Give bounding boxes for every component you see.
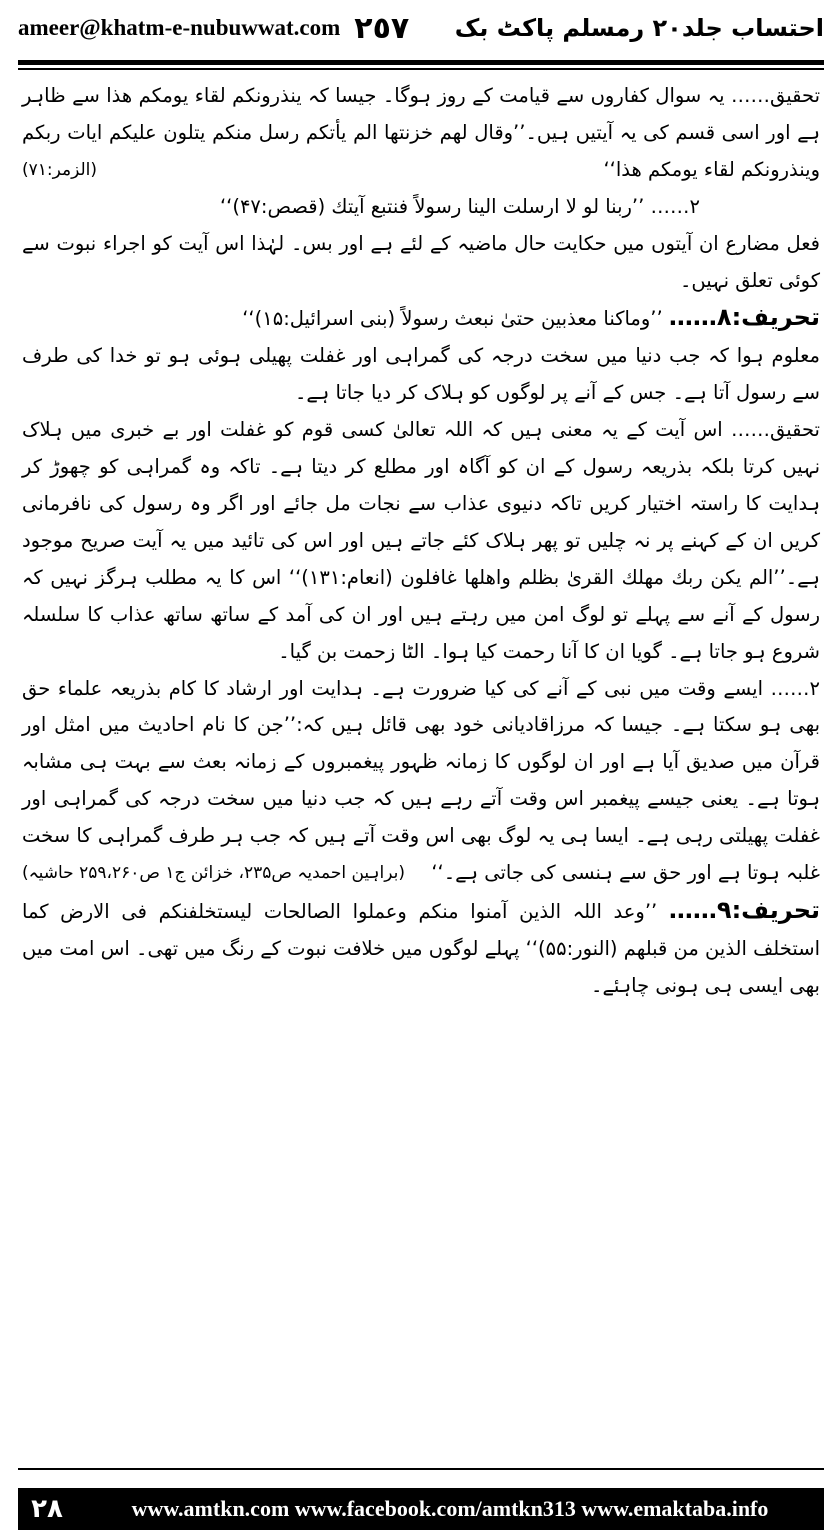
heading-tahreef-9 xyxy=(22,892,820,1005)
header-book-title: احتساب جلد۲۰ رمسلم پاکٹ بک xyxy=(454,14,824,42)
heading-label: تحریف:۸…… xyxy=(668,303,820,332)
paragraph-tahqeeq-2: تحقیق…… اس آیت کے یہ معنی ہیں کہ اللہ تعالیٰ کسی قوم کو غفلت اور بے خبری میں ہلاک نہیں کرتا بلکہ بذریعہ رسول کے ان کو آگاہ اور مطلع کر دیتا ہے۔ تاکہ وہ گمراہی کو چھوڑ کر ہدایت کا راستہ اختیار کریں تاکہ دنیوی عذاب سے نجات مل جائے اور اگر وہ رسول کی نافرمانی کریں ان کے کہنے پر نہ چلیں تو پھر ہلاک کئے جاتے ہیں اور اس کی تائید میں یہ آیت صریح موجود ہے۔’’الم یکن ربك مھلك القریٰ بظلم واھلھا غافلون (انعام:۱۳۱)‘‘ اس کا یہ مطلب ہرگز نہیں کہ رسول کے آنے سے پہلے تو لوگ امن میں رہتے ہیں اور ان کی آمد کے ساتھ ساتھ عذاب کا سلسلہ شروع ہو جاتا ہے۔ گویا ان کا آنا رحمت کیا ہوا۔ الٹا زحمت بن گیا۔ xyxy=(22,418,820,663)
footer-section-number: ۲۸ xyxy=(31,1494,63,1524)
paragraph-text: ۲…… ایسے وقت میں نبی کے آنے کی کیا ضرورت ہے۔ ہدایت اور ارشاد کا کام بذریعہ علماء حق بھی ہو سکتا ہے۔ جیسا کہ مرزاقادیانی خود بھی قائل ہیں کہ:’’جن کا نام احادیث میں امثل اور قرآن میں صدیق آیا ہے اور ان لوگوں کا زمانہ ظہور پیغمبروں کے زمانہ بعث سے بہت ہی مشابہ ہوتا ہے۔ یعنی جیسے پیغمبر اس وقت آتے رہے ہیں کہ جب دنیا میں سخت درجہ کی گمراہی اور غفلت پھیلتی رہی ہے۔ ایسا ہی یہ لوگ بھی اس وقت آتے ہیں کہ جب ہر طرف گمراہی کا سخت غلبہ ہوتا ہے اور حق سے ہنسی کی جاتی ہے۔‘‘ xyxy=(22,676,820,885)
paragraph-fil-muzari: فعل مضارع ان آیتوں میں حکایت حال ماضیہ کے لئے ہے اور بس۔ لہٰذا اس آیت کو اجراء نبوت سے کوئی تعلق نہیں۔ xyxy=(22,231,820,292)
heading-tahreef-8 xyxy=(22,299,820,338)
heading-verse: ’’وماکنا معذبین حتیٰ نبعث رسولاً (بنی اسرائیل:۱۵)‘‘ xyxy=(242,307,663,331)
citation-zumar: (الزمر:۷۱) xyxy=(22,159,98,180)
paragraph-maloom-hua: معلوم ہوا کہ جب دنیا میں سخت درجہ کی گمراہی اور غفلت پھیلی ہوئی ہو تو خدا کی طرف سے رسول آتا ہے۔ جس کے آنے پر لوگوں کو ہلاک کر دیا جاتا ہے۔ xyxy=(22,344,820,405)
header-left xyxy=(18,11,409,46)
header-rule-thick xyxy=(18,60,824,65)
page-footer xyxy=(18,1488,824,1530)
paragraph-point-2: ۲…… ’’ربنا لو لا ارسلت الینا رسولاً فنتبع آیتك (قصص:۴۷)‘‘ xyxy=(219,194,700,218)
paragraph-point-2b xyxy=(22,671,820,892)
footer-urls: www.amtkn.com www.facebook.com/amtkn313 www.emaktaba.info xyxy=(131,1496,769,1521)
paragraph-text: تحقیق…… یہ سوال کفاروں سے قیامت کے روز ہوگا۔ جیسا کہ ینذرونکم لقاء یومکم ھذا سے ظاہر ہے اور اسی قسم کی یہ آیتیں ہیں۔’’وقال لھم خزنتھا الم یأتکم رسل منکم یتلون علیکم ایات ربکم وینذرونکم لقاء یومکم ھذا‘‘ xyxy=(22,84,820,181)
paragraph-tahqeeq-1 xyxy=(22,78,820,189)
heading-verse: ’’وعد اللہ الذین آمنوا منکم وعملوا الصالحات لیستخلفنکم فی الارض کما استخلف الذین من قبلھم (النور:۵۵)‘‘ پہلے لوگوں میں خلافت نبوت کے رنگ میں تھی۔ اس امت میں بھی ایسی ہی ہونی چاہئے۔ xyxy=(22,899,820,997)
page-header xyxy=(18,0,824,56)
header-rule-thin xyxy=(18,68,824,70)
page-body xyxy=(22,78,820,1005)
citation-braheen: (براہین احمدیہ ص۲۳۵، خزائن ج۱ ص۲۵۹،۲۶۰ حاشیہ) xyxy=(22,863,405,884)
heading-label: تحریف:۹…… xyxy=(668,895,821,924)
footer-rule xyxy=(18,1468,824,1470)
header-email: ameer@khatm-e-nubuwwat.com xyxy=(18,15,341,40)
header-page-number: ٢٥٧ xyxy=(354,10,410,46)
